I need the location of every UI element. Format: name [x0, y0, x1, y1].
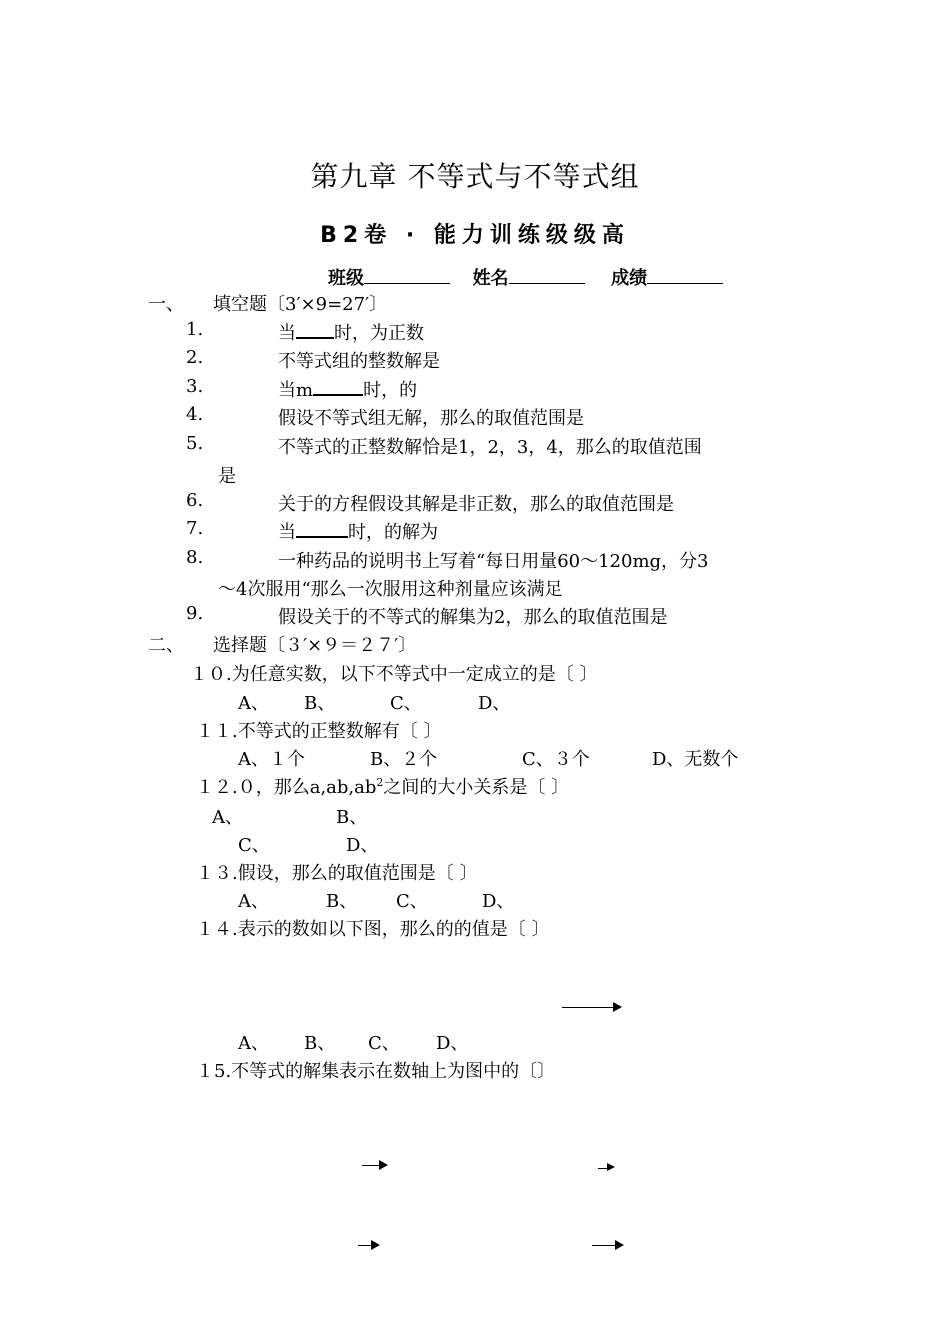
q10-option-c[interactable]: C、	[390, 693, 422, 714]
q12-post: 之间的大小关系是〔 〕	[383, 777, 570, 798]
name-label: 姓名	[472, 268, 509, 289]
q3-blank[interactable]	[313, 378, 363, 396]
page-title: 第九章 不等式与不等式组	[310, 160, 640, 193]
q15-figure-b-arrowhead	[607, 1163, 615, 1171]
q12-option-a[interactable]: A、	[212, 807, 243, 828]
q3-text	[278, 376, 417, 402]
q1-number: 1.	[186, 319, 204, 340]
q15-figure-a-arrowhead	[379, 1160, 388, 1170]
q7-pre: 当	[278, 522, 296, 543]
score-label: 成绩	[611, 268, 648, 289]
q11-option-c[interactable]: C、３个	[522, 749, 590, 770]
class-field[interactable]	[364, 265, 450, 284]
q15-figure-d-arrowhead	[615, 1240, 624, 1250]
q7-blank[interactable]	[296, 520, 348, 538]
q1-pre: 当	[278, 323, 296, 344]
q7-number: 7.	[186, 518, 204, 539]
q15-figure-d-line	[592, 1245, 616, 1246]
q5-number: 5.	[186, 433, 204, 454]
q7-post: 时，的解为	[348, 522, 438, 543]
q11-option-b[interactable]: B、２个	[370, 749, 438, 770]
q8-text: 一种药品的说明书上写着“每日用量60～120mg，分3	[278, 551, 709, 572]
q15-figure-b-arrow	[598, 1162, 616, 1174]
page-subtitle: B2卷 · 能力训练级级高	[320, 223, 630, 248]
q12-text	[196, 773, 569, 799]
q8-continuation: ～4次服用“那么一次服用这种剂量应该满足	[218, 579, 563, 600]
q14-number-line-arrow	[562, 1001, 622, 1013]
q14-number-line	[562, 1007, 614, 1008]
q12-pre: １２.０，那么a,ab,ab	[196, 777, 377, 798]
q13-text: １３.假设，那么的取值范围是〔 〕	[196, 863, 478, 884]
q15-figure-a-line	[362, 1165, 380, 1166]
q10-option-d[interactable]: D、	[478, 693, 511, 714]
q9-number: 9.	[186, 603, 204, 624]
q10-text: １０.为任意实数，以下不等式中一定成立的是〔 〕	[190, 664, 598, 685]
name-field[interactable]	[509, 265, 585, 284]
class-label: 班级	[328, 268, 364, 289]
q14-arrowhead	[613, 1002, 622, 1012]
q6-number: 6.	[186, 490, 204, 511]
q14-option-d[interactable]: D、	[436, 1033, 469, 1054]
section-2-header	[148, 631, 416, 657]
q4-text: 假设不等式组无解，那么的取值范围是	[278, 408, 584, 429]
q15-figure-c-arrow	[358, 1239, 382, 1251]
q2-number: 2.	[186, 347, 204, 368]
q12-superscript: 2	[376, 776, 384, 789]
q4-number: 4.	[186, 404, 204, 425]
q14-option-c[interactable]: C、	[368, 1033, 400, 1054]
q15-figure-d-arrow	[592, 1239, 624, 1251]
q5-continuation: 是	[218, 466, 236, 487]
q3-pre: 当m	[278, 380, 314, 401]
q13-option-b[interactable]: B、	[326, 891, 358, 912]
q14-option-a[interactable]: A、	[238, 1033, 269, 1054]
q10-option-b[interactable]: B、	[304, 693, 336, 714]
q12-option-d[interactable]: D、	[346, 835, 379, 856]
q11-option-d[interactable]: D、无数个	[652, 749, 739, 770]
q3-number: 3.	[186, 376, 204, 397]
q7-text	[278, 518, 438, 544]
section-1-number: 一、	[148, 294, 184, 315]
q14-option-b[interactable]: B、	[304, 1033, 336, 1054]
q9-text: 假设关于的不等式的解集为2，那么的取值范围是	[278, 607, 668, 628]
q15-text: １5.不等式的解集表示在数轴上为图中的〔〕	[196, 1061, 556, 1082]
q15-figure-c-line	[358, 1245, 372, 1246]
section-1-header	[148, 290, 387, 316]
q14-text: １４.表示的数如以下图，那么的的值是〔 〕	[196, 919, 550, 940]
q1-post: 时，为正数	[334, 323, 424, 344]
q10-option-a[interactable]: A、	[238, 693, 269, 714]
section-2-number: 二、	[148, 635, 184, 656]
q11-option-a[interactable]: A、１个	[238, 749, 305, 770]
q12-option-b[interactable]: B、	[336, 807, 368, 828]
q15-figure-c-arrowhead	[371, 1240, 380, 1250]
q6-text: 关于的方程假设其解是非正数，那么的取值范围是	[278, 494, 674, 515]
q5-text: 不等式的正整数解恰是1，2，3，4，那么的取值范围	[278, 437, 702, 458]
section-2-label: 选择题〔３′×９＝２７′〕	[213, 635, 417, 656]
q12-option-c[interactable]: C、	[238, 835, 270, 856]
q3-post: 时，的	[363, 380, 418, 401]
q13-option-d[interactable]: D、	[482, 891, 515, 912]
q8-number: 8.	[186, 547, 204, 568]
q13-option-a[interactable]: A、	[238, 891, 269, 912]
q11-text: １１.不等式的正整数解有〔 〕	[196, 721, 442, 742]
section-1-label: 填空题〔3′×9=27′〕	[213, 294, 388, 315]
q1-text	[278, 319, 424, 345]
q2-text: 不等式组的整数解是	[278, 351, 440, 372]
q13-option-c[interactable]: C、	[396, 891, 428, 912]
q1-blank[interactable]	[296, 321, 334, 339]
q15-figure-a-arrow	[362, 1159, 388, 1171]
student-info-line	[328, 264, 723, 290]
score-field[interactable]	[647, 265, 723, 284]
